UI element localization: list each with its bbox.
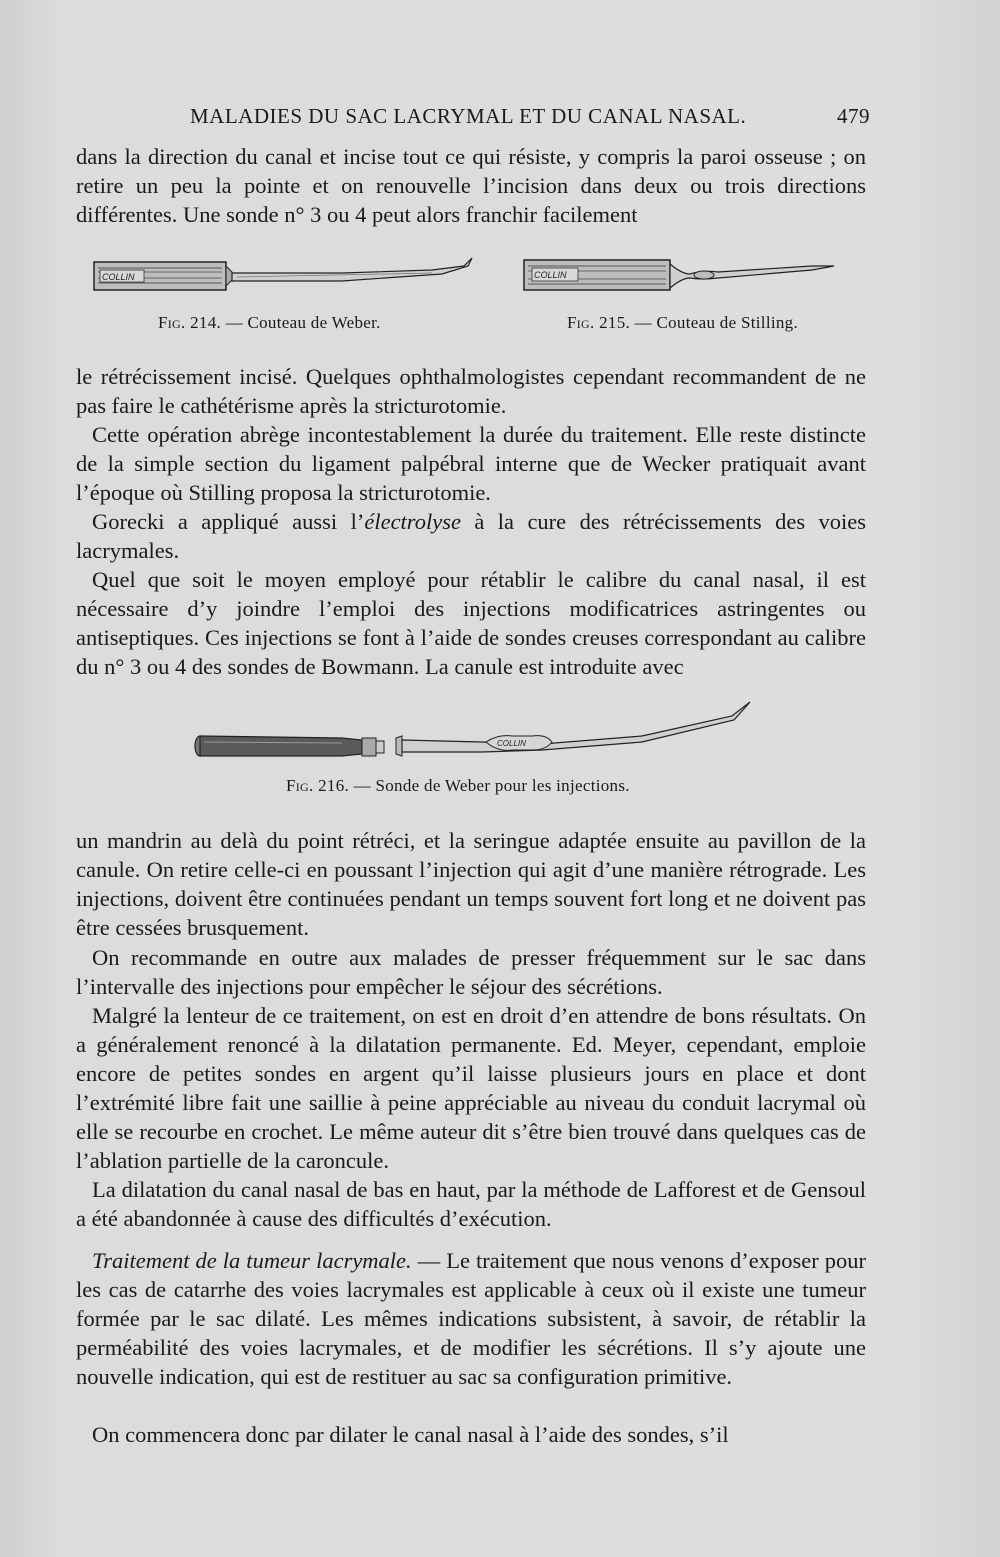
paragraph-10-after: — Le traitement que nous venons d’exposer pour les cas de catarrhe des voies lacrymales est applicable à ceux où il existe une tumeur formée par le sac dilaté. Les mêmes indications subsistent, à savoir, de rétablir la perméabilité des voies lacrymales, et de modifier les sécrétions. Il s’y ajoute une nouvelle indication, qui est de restituer au sac sa configuration primitive.: [76, 1248, 866, 1389]
figure-215-caption: [567, 313, 798, 333]
figure-215-label: Fig. 215.: [567, 313, 631, 332]
figure-216-weber-probe: [192, 698, 758, 768]
paragraph-10: [76, 1246, 866, 1391]
fig215-brand-text: COLLIN: [534, 270, 567, 280]
paragraph-11: On commencera donc par dilater le canal nasal à l’aide des sondes, s’il: [92, 1422, 729, 1447]
paragraph-5: Quel que soit le moyen employé pour rétablir le calibre du canal nasal, il est nécessaire d’y joindre l’emploi des injections modificatrices astringentes ou antiseptiques. Ces injections se font à l’aide de sondes creuses correspondant au calibre du n° 3 ou 4 des sondes de Bowmann. La canule est introduite avec: [76, 567, 866, 679]
section-heading-tumeur: Traitement de la tumeur lacrymale.: [92, 1248, 412, 1273]
paragraph-4-before: Gorecki a appliqué aussi l’: [92, 509, 365, 534]
figure-216-caption: [286, 776, 630, 796]
figure-215-caption-text: — Couteau de Stilling.: [634, 313, 799, 332]
paragraph-7: On recommande en outre aux malades de presser fréquemment sur le sac dans l’intervalle des injections pour empêcher le séjour des sécrétions.: [76, 945, 866, 999]
paragraph-8: Malgré la lenteur de ce traitement, on est en droit d’en attendre de bons résultats. On a généralement renoncé à la dilatation permanente. Ed. Meyer, cependant, emploie encore de petites sondes en argent qu’il laisse plusieurs jours en place et dont l’extrémité libre fait une saillie à peine appréciable au niveau du conduit lacrymal où elle se recourbe en crochet. Le même auteur dit s’être bien trouvé dans quelques cas de l’ablation partielle de la caroncule.: [76, 1003, 866, 1173]
figure-214-caption: [158, 313, 381, 333]
paragraph-3: Cette opération abrège incontestablement la durée du traitement. Elle reste distincte de la simple section du ligament palpébral interne que de Wecker pratiquait avant l’époque où Stilling proposa la stricturotomie.: [76, 422, 866, 505]
figure-214-caption-text: — Couteau de Weber.: [225, 313, 381, 332]
figure-215-stilling-knife: [522, 252, 838, 298]
paragraph-1: dans la direction du canal et incise tout ce qui résiste, y compris la paroi osseuse ; on retire un peu la pointe et on renouvelle l’incision dans deux ou trois directions différentes. Une sonde n° 3 ou 4 peut alors franchir facilement: [76, 144, 866, 227]
fig216-brand-text: COLLIN: [497, 739, 526, 748]
page-number: 479: [837, 104, 870, 128]
figure-216-label: Fig. 216.: [286, 776, 350, 795]
paragraph-4-after: à la cure des rétrécissements des voies lacrymales.: [76, 509, 866, 563]
paragraph-4: [76, 507, 866, 565]
paragraph-2: le rétrécissement incisé. Quelques ophthalmologistes cependant recommandent de ne pas faire le cathétérisme après la stricturotomie.: [76, 364, 866, 418]
figure-214-weber-knife: [92, 252, 484, 298]
running-title: MALADIES DU SAC LACRYMAL ET DU CANAL NASAL.: [190, 104, 747, 128]
fig214-brand-text: COLLIN: [102, 272, 135, 282]
paragraph-6: un mandrin au delà du point rétréci, et la seringue adaptée ensuite au pavillon de la canule. On retire celle-ci en poussant l’injection qui agit d’une manière rétrograde. Les injections, doivent être continuées pendant un temps souvent fort long et ne doivent pas être cessées brusquement.: [76, 828, 866, 940]
paragraph-9: La dilatation du canal nasal de bas en haut, par la méthode de Lafforest et de Gensoul a été abandonnée à cause des difficultés d’exécution.: [76, 1177, 866, 1231]
figure-214-label: Fig. 214.: [158, 313, 222, 332]
figure-216-caption-text: — Sonde de Weber pour les injections.: [353, 776, 630, 795]
paragraph-4-italic: électrolyse: [364, 509, 461, 534]
